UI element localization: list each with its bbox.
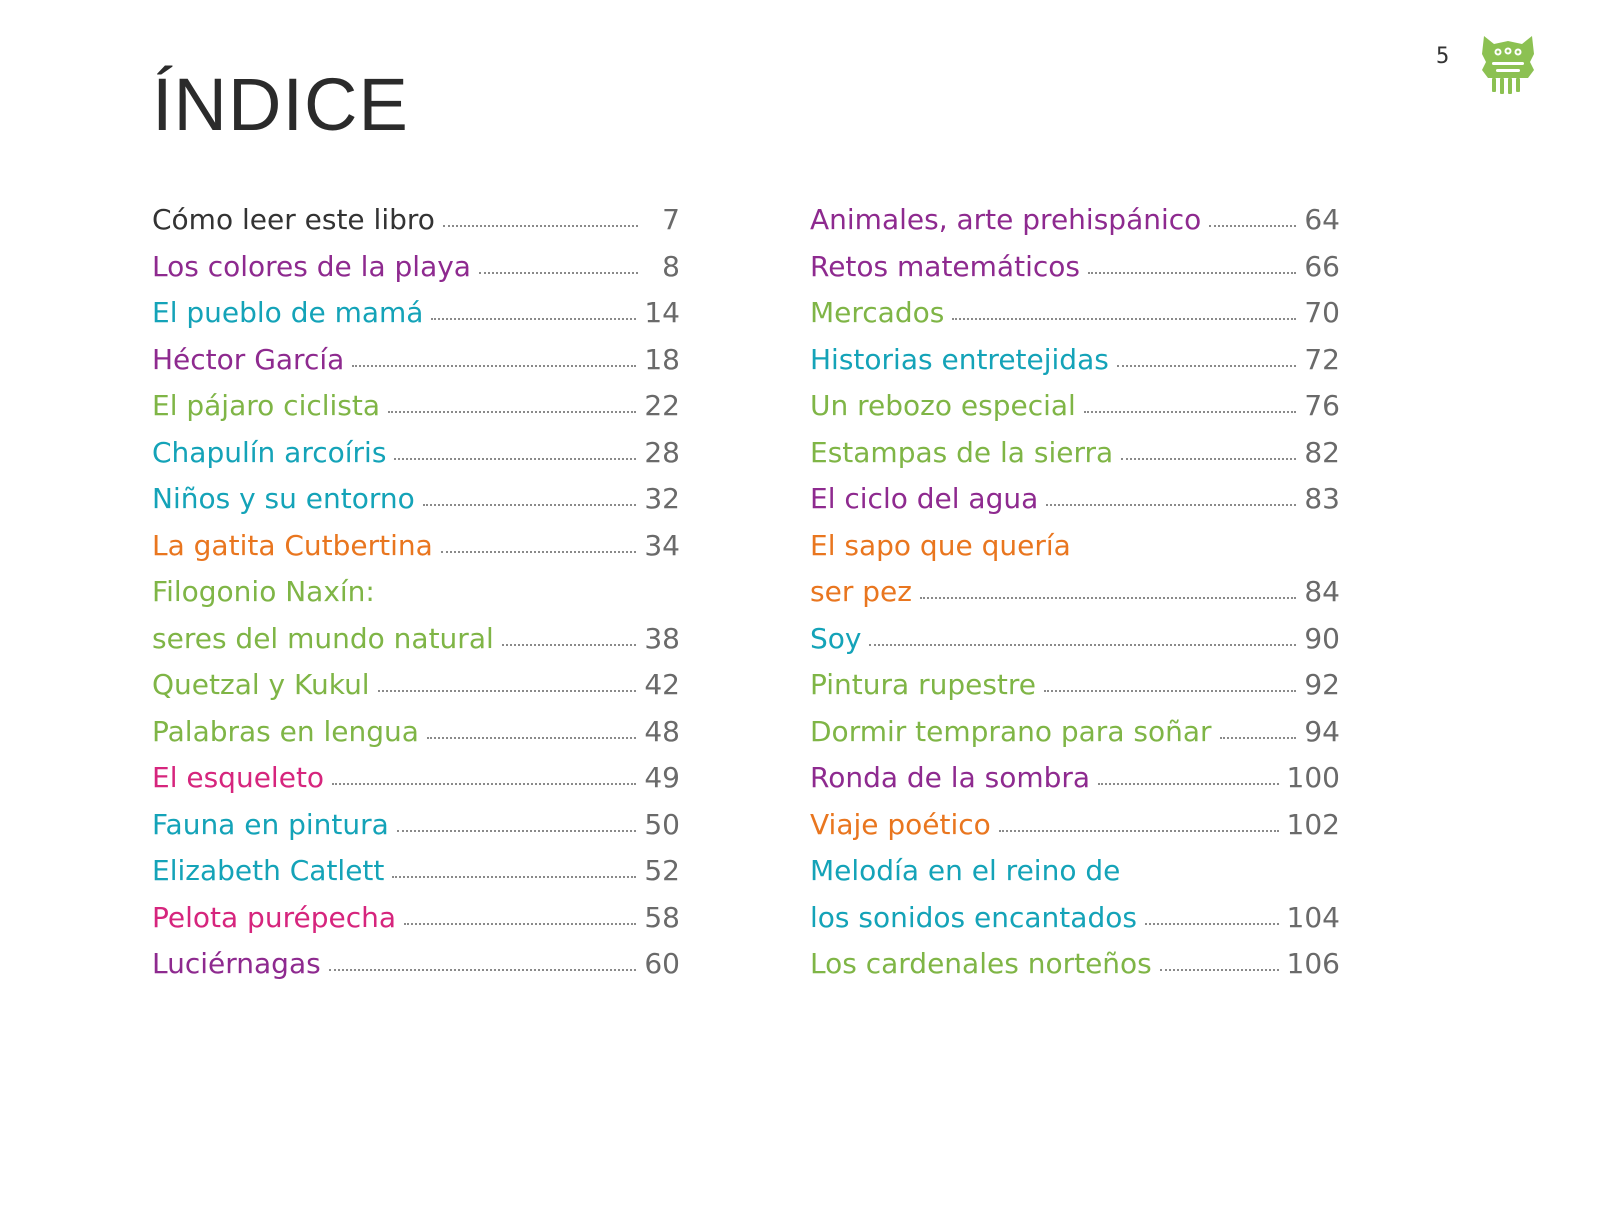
toc-entry: [152, 616, 680, 663]
toc-dot-leader: [441, 551, 637, 553]
toc-entry-page: 50: [644, 807, 680, 841]
toc-entry-title: Luciérnagas: [152, 947, 321, 980]
toc-entry-title: Pintura rupestre: [810, 668, 1037, 701]
toc-entry: [152, 197, 680, 244]
toc-entry-title: El pájaro ciclista: [152, 389, 381, 422]
toc-entry-title: Melodía en el reino de: [810, 854, 1121, 887]
toc-entry: [810, 337, 1340, 384]
toc-entry-page: 60: [644, 947, 680, 980]
toc-entry: [810, 895, 1340, 942]
toc-dot-leader: [999, 830, 1279, 832]
toc-entry-page: 14: [644, 296, 680, 329]
toc-entry-title: Viaje poético: [810, 807, 991, 841]
toc-entry: [810, 430, 1340, 477]
toc-dot-leader: [1145, 923, 1279, 925]
toc-entry-page: 84: [1304, 575, 1340, 608]
toc-entry-page: 83: [1304, 482, 1340, 515]
toc-entry-page: 8: [662, 249, 680, 283]
toc-entry-title: los sonidos encantados: [810, 900, 1137, 934]
toc-dot-leader: [1046, 504, 1296, 506]
toc-entry-title: Los colores de la playa: [152, 249, 471, 283]
toc-entry-title: Elizabeth Catlett: [152, 854, 385, 887]
toc-dot-leader: [1098, 783, 1278, 785]
toc-entry: [810, 941, 1340, 988]
toc-dot-leader: [332, 783, 636, 785]
toc-entry: [810, 802, 1340, 849]
toc-entry-title: Chapulín arcoíris: [152, 435, 387, 469]
toc-dot-leader: [1220, 737, 1297, 739]
toc-entry-title: Retos matemáticos: [810, 249, 1080, 283]
toc-dot-leader: [431, 318, 636, 320]
toc-entry: [152, 383, 680, 430]
toc-entry-page: 102: [1286, 807, 1340, 841]
toc-dot-leader: [1088, 272, 1296, 274]
toc-entry-page: 104: [1286, 900, 1340, 934]
green-mask-glyph-icon: [1478, 32, 1538, 96]
toc-entry-title: El pueblo de mamá: [152, 296, 424, 329]
toc-left-column: [152, 197, 680, 988]
toc-entry: [152, 244, 680, 291]
toc-entry: [152, 476, 680, 523]
toc-entry-title: Fauna en pintura: [152, 807, 389, 841]
toc-right-column: [810, 197, 1340, 988]
toc-entry-page: 7: [662, 203, 680, 236]
toc-entry-page: 42: [644, 668, 680, 701]
toc-entry-title: Dormir temprano para soñar: [810, 714, 1212, 748]
toc-entry-page: 76: [1304, 389, 1340, 422]
toc-entry: [810, 848, 1340, 895]
toc-entry-title: ser pez: [810, 575, 912, 608]
toc-entry-page: 32: [644, 482, 680, 515]
toc-entry: [152, 941, 680, 988]
toc-entry-title: El sapo que quería: [810, 528, 1071, 562]
toc-entry-page: 18: [644, 342, 680, 376]
toc-dot-leader: [502, 644, 637, 646]
toc-entry-title: Filogonio Naxín:: [152, 575, 375, 608]
toc-dot-leader: [329, 969, 637, 971]
toc-entry-page: 70: [1304, 296, 1340, 329]
toc-dot-leader: [427, 737, 636, 739]
toc-entry: [152, 709, 680, 756]
toc-dot-leader: [1044, 690, 1296, 692]
toc-entry: [152, 523, 680, 570]
toc-entry: [152, 895, 680, 942]
toc-dot-leader: [1160, 969, 1279, 971]
toc-entry-page: 52: [644, 854, 680, 887]
toc-entry: [152, 290, 680, 337]
toc-dot-leader: [404, 923, 636, 925]
toc-dot-leader: [1121, 458, 1296, 460]
toc-entry-title: Ronda de la sombra: [810, 761, 1091, 794]
toc-entry-title: El ciclo del agua: [810, 482, 1039, 515]
toc-dot-leader: [397, 830, 637, 832]
toc-entry: [810, 709, 1340, 756]
toc-entry-title: Los cardenales norteños: [810, 947, 1152, 980]
toc-entry-page: 22: [644, 389, 680, 422]
toc-entry-page: 66: [1304, 249, 1340, 283]
toc-entry-title: Héctor García: [152, 342, 345, 376]
toc-entry-page: 72: [1304, 342, 1340, 376]
toc-entry-page: 100: [1286, 761, 1340, 794]
toc-entry-page: 38: [644, 621, 680, 655]
toc-entry-title: Estampas de la sierra: [810, 435, 1114, 469]
toc-entry-title: seres del mundo natural: [152, 621, 494, 655]
toc-entry-title: Soy: [810, 621, 862, 655]
toc-dot-leader: [388, 411, 636, 413]
toc-entry-page: 28: [644, 435, 680, 469]
toc-entry-page: 34: [644, 528, 680, 562]
toc-entry: [152, 755, 680, 802]
toc-entry: [810, 616, 1340, 663]
toc-dot-leader: [479, 272, 638, 274]
toc-entry: [810, 290, 1340, 337]
toc-entry-page: 49: [644, 761, 680, 794]
toc-entry: [810, 197, 1340, 244]
page-title: ÍNDICE: [152, 63, 409, 146]
toc-dot-leader: [392, 876, 636, 878]
toc-entry-page: 64: [1304, 203, 1340, 236]
toc-entry-title: Animales, arte prehispánico: [810, 203, 1202, 236]
toc-entry-title: Un rebozo especial: [810, 389, 1076, 422]
toc-entry: [810, 755, 1340, 802]
toc-entry: [152, 802, 680, 849]
toc-dot-leader: [1117, 365, 1297, 367]
toc-entry: [152, 848, 680, 895]
toc-entry: [152, 569, 680, 616]
toc-dot-leader: [920, 597, 1296, 599]
page-number: 5: [1436, 44, 1450, 69]
toc-entry-title: Mercados: [810, 296, 945, 329]
toc-entry-title: Quetzal y Kukul: [152, 668, 370, 701]
toc-entry-page: 48: [644, 714, 680, 748]
toc-entry-page: 58: [644, 900, 680, 934]
toc-entry-title: Pelota purépecha: [152, 900, 397, 934]
toc-entry: [810, 383, 1340, 430]
toc-dot-leader: [352, 365, 636, 367]
toc-entry-page: 82: [1304, 435, 1340, 469]
toc-entry-page: 90: [1304, 621, 1340, 655]
toc-dot-leader: [394, 458, 636, 460]
toc-entry-title: El esqueleto: [152, 761, 325, 794]
toc-dot-leader: [378, 690, 637, 692]
toc-entry: [152, 662, 680, 709]
toc-dot-leader: [1084, 411, 1297, 413]
toc-entry: [810, 523, 1340, 570]
toc-dot-leader: [952, 318, 1296, 320]
toc-entry-title: Historias entretejidas: [810, 342, 1109, 376]
toc-dot-leader: [869, 644, 1296, 646]
toc-entry-title: La gatita Cutbertina: [152, 528, 433, 562]
toc-entry-title: Cómo leer este libro: [152, 203, 435, 236]
toc-entry-page: 92: [1304, 668, 1340, 701]
toc-entry-page: 94: [1304, 714, 1340, 748]
toc-entry: [810, 476, 1340, 523]
toc-entry-title: Niños y su entorno: [152, 482, 415, 515]
toc-dot-leader: [423, 504, 637, 506]
toc-entry: [810, 662, 1340, 709]
toc-dot-leader: [1209, 225, 1296, 227]
toc-dot-leader: [443, 225, 638, 227]
toc-entry: [152, 337, 680, 384]
toc-entry: [810, 569, 1340, 616]
toc-entry-page: 106: [1286, 947, 1340, 980]
toc-entry: [152, 430, 680, 477]
toc-entry-title: Palabras en lengua: [152, 714, 419, 748]
toc-entry: [810, 244, 1340, 291]
